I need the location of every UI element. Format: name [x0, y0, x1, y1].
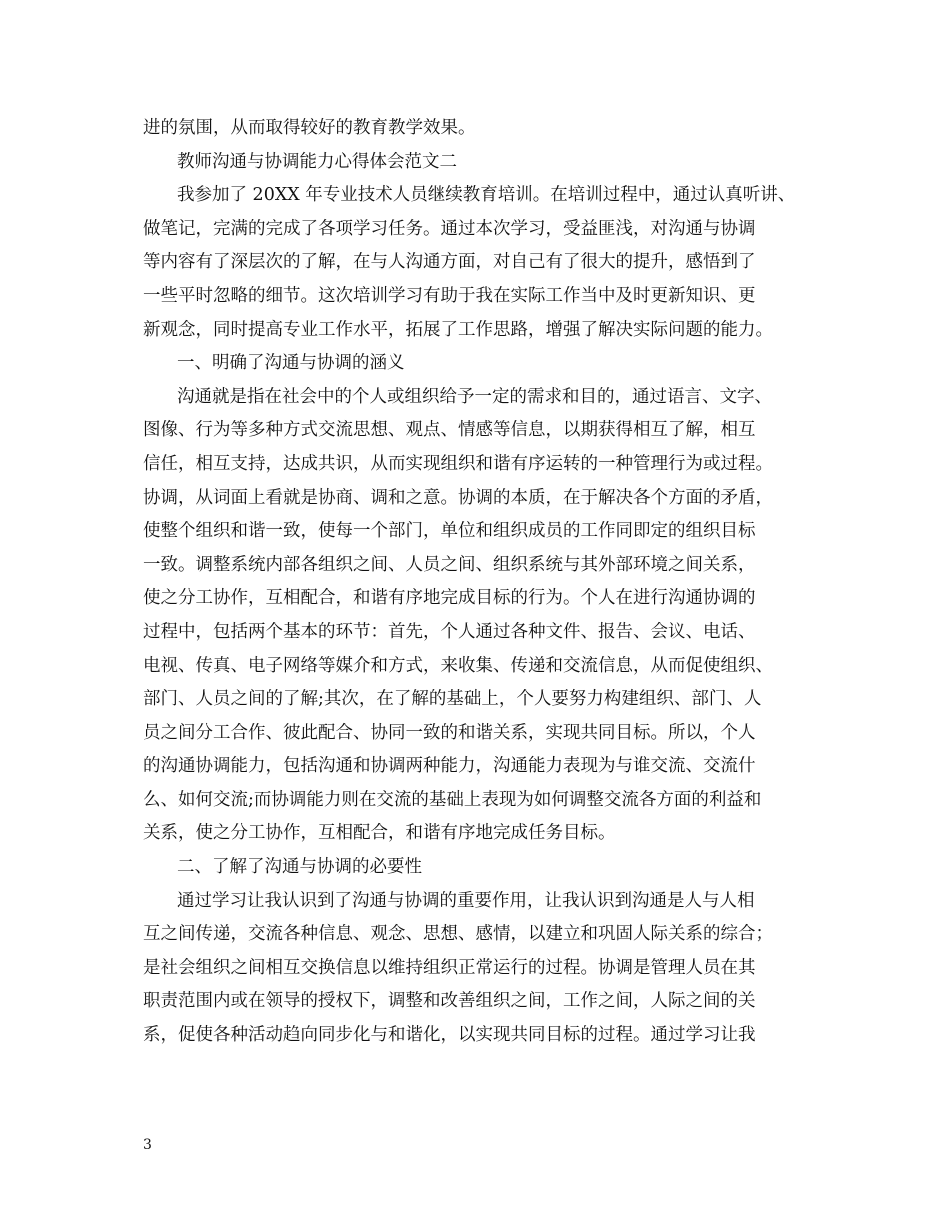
body-text: [143, 112, 833, 1053]
text-line: 系，促使各种活动趋向同步化与和谐化，以实现共同目标的过程。通过学习让我: [143, 1025, 756, 1046]
text-line: 过程中，包括两个基本的环节：首先，个人通过各种文件、报告、会议、电话、: [143, 621, 756, 642]
text-line: 进的氛围，从而取得较好的教育教学效果。: [143, 118, 476, 138]
text-line: 等内容有了深层次的了解，在与人沟通方面，对自己有了很大的提升，感悟到了: [143, 252, 756, 273]
text-line: 教师沟通与协调能力心得体会范文二: [177, 151, 457, 172]
text-line: 么、如何交流;而协调能力则在交流的基础上表现为如何调整交流各方面的利益和: [143, 789, 762, 810]
page-number: 3: [143, 1137, 152, 1153]
text-line: 互之间传递，交流各种信息、观念、思想、感情，以建立和巩固人际关系的综合；: [143, 924, 773, 945]
text-line: 的沟通协调能力，包括沟通和协调两种能力，沟通能力表现为与谁交流、交流什: [143, 756, 756, 777]
text-line: 使整个组织和谐一致，使每一个部门，单位和组织成员的工作同即定的组织目标: [143, 521, 756, 542]
text-line: 图像、行为等多种方式交流思想、观点、情感等信息，以期获得相互了解，相互: [143, 420, 756, 441]
text-line: 使之分工协作，互相配合，和谐有序地完成目标的行为。个人在进行沟通协调的: [143, 588, 756, 609]
text-line: 部门、人员之间的了解;其次，在了解的基础上，个人要努力构建组织、部门、人: [143, 689, 762, 710]
text-line: 是社会组织之间相互交换信息以维持组织正常运行的过程。协调是管理人员在其: [143, 957, 756, 978]
text-line: 电视、传真、电子网络等媒介和方式，来收集、传递和交流信息，从而促使组织、: [143, 655, 773, 676]
text-line: 职责范围内或在领导的授权下，调整和改善组织之间，工作之间，人际之间的关: [143, 991, 756, 1012]
text-line: 沟通就是指在社会中的个人或组织给予一定的需求和目的，通过语言、文字、: [177, 386, 772, 407]
text-line: 我参加了 20XX 年专业技术人员继续教育培训。在培训过程中，通过认真听讲、: [177, 185, 796, 206]
text-line: 信任，相互支持，达成共识，从而实现组织和谐有序运转的一种管理行为或过程。: [143, 453, 773, 474]
text-line: 二、了解了沟通与协调的必要性: [177, 857, 422, 878]
text-line: 一些平时忽略的细节。这次培训学习有助于我在实际工作当中及时更新知识、更: [143, 285, 756, 306]
text-line: 关系，使之分工协作，互相配合，和谐有序地完成任务目标。: [143, 823, 616, 844]
text-line: 一、明确了沟通与协调的涵义: [177, 353, 405, 374]
text-line: 协调，从词面上看就是协商、调和之意。协调的本质，在于解决各个方面的矛盾，: [143, 487, 773, 508]
text-line: 员之间分工合作、彼此配合、协同一致的和谐关系，实现共同目标。所以，个人: [143, 722, 756, 743]
text-line: 做笔记，完满的完成了各项学习任务。通过本次学习，受益匪浅，对沟通与协调: [143, 218, 756, 239]
text-line: 一致。调整系统内部各组织之间、人员之间、组织系统与其外部环境之间关系，: [143, 554, 756, 575]
text-line: 新观念，同时提高专业工作水平，拓展了工作思路，增强了解决实际问题的能力。: [143, 319, 773, 340]
text-line: 通过学习让我认识到了沟通与协调的重要作用，让我认识到沟通是人与人相: [177, 890, 755, 911]
